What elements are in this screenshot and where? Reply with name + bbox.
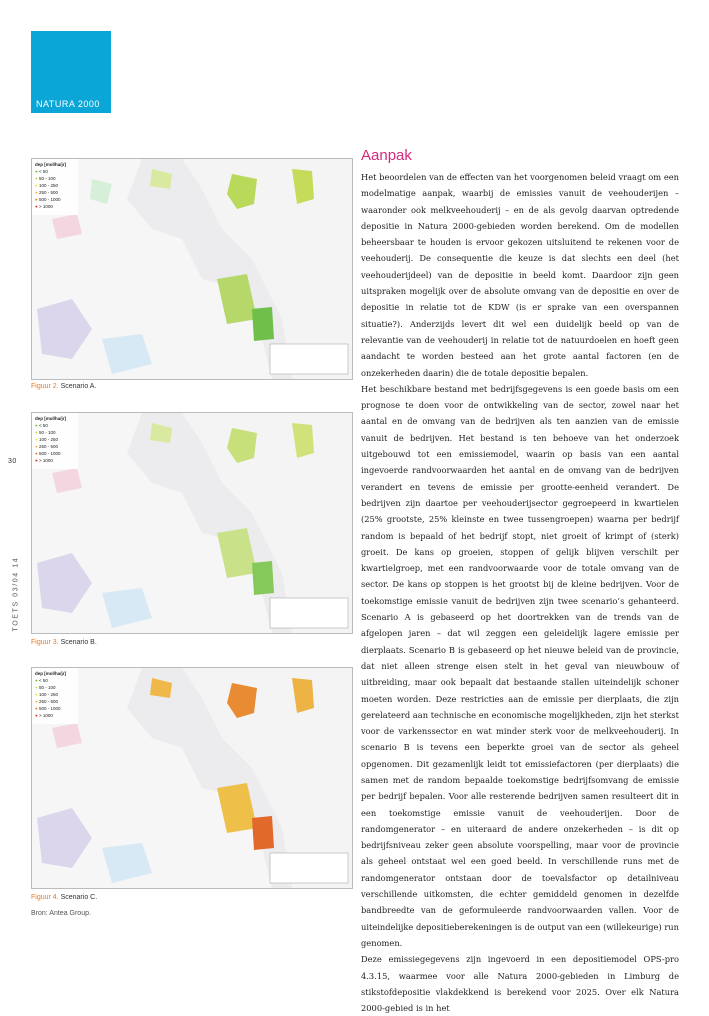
legend-item: ● 250 - 500: [35, 699, 58, 704]
article-body: [361, 169, 679, 1016]
legend-item: ● 500 - 1000: [35, 706, 61, 711]
legend-item: ● > 1000: [35, 713, 53, 718]
figure-source: Bron: Antea Group.: [31, 910, 91, 917]
legend-item: ● > 1000: [35, 458, 53, 463]
legend-title: dep [mol/ha/jr]: [35, 671, 67, 676]
legend-item: ● > 1000: [35, 204, 53, 209]
legend-item: ● 500 - 1000: [35, 451, 61, 456]
legend-item: ● 50 - 100: [35, 685, 56, 690]
figure-caption: Figuur 3. Scenario B.: [31, 639, 97, 646]
section-heading: Aanpak: [361, 147, 412, 164]
legend-item: ● 250 - 500: [35, 190, 58, 195]
figure-caption: Figuur 4. Scenario C.: [31, 894, 98, 901]
legend-item: ● < 50: [35, 169, 48, 174]
legend-title: dep [mol/ha/jr]: [35, 162, 67, 167]
page-number: 30: [8, 458, 17, 465]
journal-label: TOETS 03/04 14: [12, 556, 20, 632]
figure-caption: Figuur 2. Scenario A.: [31, 383, 97, 390]
legend-item: ● 100 - 250: [35, 437, 58, 442]
legend-item: ● < 50: [35, 678, 48, 683]
legend-item: ● 500 - 1000: [35, 197, 61, 202]
logo-text: NATURA 2000: [36, 99, 100, 109]
paragraph: Het beoordelen van de effecten van het voorgenomen beleid vraagt om een modelmatige aanpak, waarbij de emissies vanuit de veehouderijen – waaronder ook melkveehouderij – en de als gevolg daarvan optredende depositie in Natura 2000-gebieden worden berekend. Om de modellen beheersbaar te houden is ervoor gekozen uitsluitend te rekenen voor de veehouderij. De consequentie die keuze is dat slechts een deel (het veehouderijdeel) van de depositie in beeld komt. Daardoor zijn geen uitspraken mogelijk over de absolute omvang van de depositie en over de depositie in relatie tot de KDW (is er sprake van een overspannen situatie?). Anderzijds levert dit wel een duidelijk beeld op van de relevantie van de veehouderij in relatie tot de natuurdoelen en hoeft geen aandacht te worden besteed aan het grote aantal factoren (en de onzekerheden daarin) die de totale depositie bepalen.: [361, 172, 679, 378]
map-scenario-a: [31, 158, 353, 380]
legend-item: ● 50 - 100: [35, 430, 56, 435]
paragraph: Deze emissiegegevens zijn ingevoerd in een depositiemodel OPS-pro 4.3.15, waarmee voor alle Natura 2000-gebieden in Limburg de stikstofdepositie vlakdekkend is berekend voor 2025. Over elk Natura 2000-gebied is in het: [361, 954, 679, 1014]
map-scenario-b: [31, 412, 353, 634]
map-scenario-c: [31, 667, 353, 889]
legend-title: dep [mol/ha/jr]: [35, 416, 67, 421]
legend-item: ● < 50: [35, 423, 48, 428]
paragraph: Het beschikbare bestand met bedrijfsgegevens is een goede basis om een prognose te doen voor de ontwikkeling van de sector, zowel naar het aantal en de omvang van de bedrijven als ten aanzien van de emissie vanuit de bedrijven. Het bestand is ten behoeve van het onderzoek uitgebouwd tot een emissiemodel, waarin op basis van een aantal ingevoerde randvoorwaarden het aantal en de omvang van de bedrijven verandert en tevens de emissie per grootte-eenheid verandert. De bedrijven zijn daartoe per veehouderijsector gegroepeerd in kwartielen (25% grootste, 25% kleinste en twee tussengroepen) waarna per bedrijf random is bepaald of het bedrijf stopt, niet groeit of krimpt of (sterk) groeit. De kans op groeien, stoppen of gelijk blijven verschilt per kwartielgroep, met een randvoorwaarde voor de totale omvang van de sector. De kans op stoppen is het grootst bij de kleine bedrijven. Voor de toekomstige emissie vanuit de bedrijven zijn twee scenario’s gehanteerd. Scenario A is gebaseerd op het doortrekken van de trends van de afgelopen jaren – dat wil zeggen een geleidelijk lagere emissie per dierplaats. Scenario B is gebaseerd op het nieuwe beleid van de provincie, dat niet alleen strenge eisen stelt in het geval van nieuwbouw of uitbreiding, maar ook bepaalt dat bestaande stallen uiteindelijk schoner moeten worden. Deze restricties aan de emissie per dierplaats, die zijn gerelateerd aan technische en economische mogelijkheden, zijn het sterkst voor de varkenssector en wat minder sterk voor de melkveehouderij. In scenario B is tevens een beperkte groei van de sector als geheel opgenomen. Dit gezamenlijk leidt tot emissiefactoren (per dierplaats) die samen met de random bepaalde toekomstige bedrijfsomvang de emissie per bedrijf bepalen. Voor alle resterende bedrijven samen resulteert dit in een toekomstige emissie vanuit de veehouderijen. Door de randomgenerator – en uiteraard de andere onzekerheden – is dit op bedrijfsniveau zeker geen absolute voorspelling, maar voor de provincie als geheel ontstaat wel een goed beeld. In verschillende runs met de randomgenerator ontstaan door de toevalsfactor op detailniveau verschillende uitkomsten, die echter gemiddeld genomen in dezelfde bandbreedte van de geformuleerde randvoorwaarden vallen. Voor de uiteindelijke depositieberekeningen is de output van een (willekeurige) run genomen.: [361, 383, 679, 948]
legend-item: ● 250 - 500: [35, 444, 58, 449]
legend-item: ● 100 - 250: [35, 692, 58, 697]
legend-item: ● 50 - 100: [35, 176, 56, 181]
legend-item: ● 100 - 250: [35, 183, 58, 188]
